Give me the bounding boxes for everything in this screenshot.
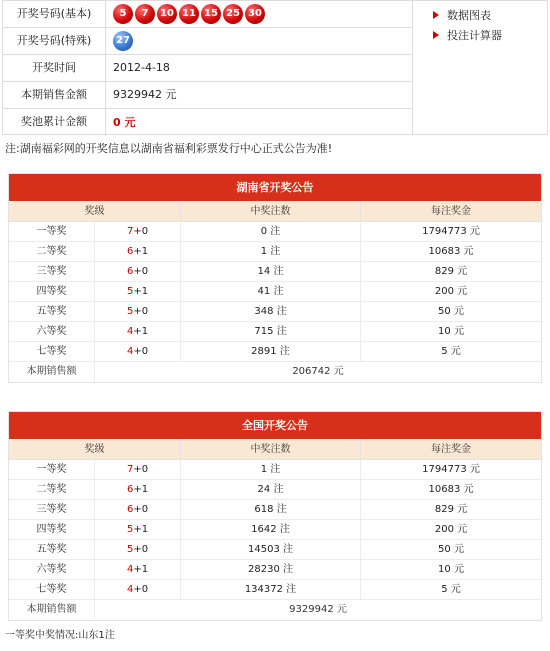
match-special: +0 — [133, 266, 149, 277]
sales-row — [9, 362, 541, 382]
prize-level: 五等奖 — [9, 302, 95, 321]
draw-date-row — [3, 55, 413, 82]
winner-count: 41 注 — [181, 282, 361, 301]
prize-level: 七等奖 — [9, 342, 95, 361]
draw-info-panel — [2, 0, 548, 135]
sales-value: 206742 元 — [292, 366, 344, 377]
match-code — [95, 322, 181, 341]
table-row — [9, 540, 541, 560]
match-code — [95, 222, 181, 241]
match-main: 5 — [126, 306, 134, 317]
match-main: 4 — [126, 564, 134, 575]
match-main: 5 — [126, 286, 134, 297]
table-row — [9, 302, 541, 322]
bet-calculator-link[interactable] — [433, 25, 543, 45]
data-chart-link[interactable] — [433, 5, 543, 25]
prize-amount: 1794773 元 — [422, 226, 480, 237]
basic-ball: 5 — [113, 4, 133, 24]
basic-ball: 10 — [157, 4, 177, 24]
match-code — [95, 540, 181, 559]
table-row — [9, 342, 541, 362]
match-main: 4 — [126, 346, 134, 357]
table-row — [9, 460, 541, 480]
table-header — [9, 439, 541, 460]
bet-calculator-link-label: 投注计算器 — [447, 29, 502, 42]
basic-ball: 11 — [179, 4, 199, 24]
prize-amount: 5 元 — [441, 584, 461, 595]
first-prize-winners-note: 一等奖中奖情况:山东1注 — [5, 630, 115, 641]
header-level: 奖级 — [9, 201, 181, 221]
match-special: +0 — [133, 544, 149, 555]
match-main: 6 — [126, 246, 134, 257]
match-code — [95, 580, 181, 599]
prize-amount: 10683 元 — [428, 484, 474, 495]
winner-count: 1642 注 — [181, 520, 361, 539]
match-main: 7 — [126, 226, 134, 237]
draw-date-label: 开奖时间 — [3, 55, 106, 81]
triangle-right-icon — [433, 31, 439, 39]
match-main: 6 — [126, 504, 134, 515]
basic-ball: 25 — [223, 4, 243, 24]
special-ball: 27 — [113, 31, 133, 51]
table-row — [9, 520, 541, 540]
draw-date-value: 2012-4-18 — [113, 61, 170, 74]
match-special: +0 — [133, 306, 149, 317]
winner-count: 14503 注 — [181, 540, 361, 559]
winner-count: 0 注 — [181, 222, 361, 241]
winner-count: 134372 注 — [181, 580, 361, 599]
data-chart-link-label: 数据图表 — [447, 9, 491, 22]
match-main: 7 — [126, 464, 134, 475]
sales-amount-row — [3, 82, 413, 109]
prize-amount: 10 元 — [438, 326, 464, 337]
match-code — [95, 342, 181, 361]
match-special: +1 — [133, 524, 149, 535]
prize-amount: 10 元 — [438, 564, 464, 575]
basic-numbers-balls — [113, 1, 267, 27]
match-special: +0 — [133, 346, 149, 357]
match-code — [95, 242, 181, 261]
match-main: 4 — [126, 326, 134, 337]
prize-amount: 200 元 — [434, 286, 468, 297]
prize-amount: 5 元 — [441, 346, 461, 357]
basic-numbers-label: 开奖号码(基本) — [3, 1, 106, 27]
match-code — [95, 460, 181, 479]
prize-amount: 200 元 — [434, 524, 468, 535]
prize-level: 一等奖 — [9, 222, 95, 241]
sales-value: 9329942 元 — [289, 604, 347, 615]
match-main: 4 — [126, 584, 134, 595]
match-code — [95, 560, 181, 579]
match-special: +1 — [133, 484, 149, 495]
winner-count: 2891 注 — [181, 342, 361, 361]
match-special: +0 — [133, 464, 149, 475]
notice-text: 注:湖南福彩网的开奖信息以湖南省福利彩票发行中心正式公告为准! — [5, 142, 333, 155]
table-row — [9, 480, 541, 500]
prize-level: 三等奖 — [9, 500, 95, 519]
prize-amount: 50 元 — [438, 544, 464, 555]
prize-level: 五等奖 — [9, 540, 95, 559]
match-special: +1 — [133, 564, 149, 575]
prize-level: 六等奖 — [9, 322, 95, 341]
winner-count: 28230 注 — [181, 560, 361, 579]
table-title: 全国开奖公告 — [9, 412, 541, 439]
prize-amount: 50 元 — [438, 306, 464, 317]
winner-count: 14 注 — [181, 262, 361, 281]
match-code — [95, 520, 181, 539]
sales-label: 本期销售额 — [9, 600, 95, 620]
table-body — [9, 222, 541, 362]
match-code — [95, 262, 181, 281]
sales-label: 本期销售额 — [9, 362, 95, 382]
winner-count: 1 注 — [181, 460, 361, 479]
national-results-table — [8, 411, 542, 621]
table-row — [9, 500, 541, 520]
prize-level: 四等奖 — [9, 282, 95, 301]
prize-amount: 829 元 — [434, 266, 468, 277]
prize-level: 四等奖 — [9, 520, 95, 539]
match-main: 5 — [126, 544, 134, 555]
triangle-right-icon — [433, 11, 439, 19]
table-row — [9, 242, 541, 262]
match-code — [95, 282, 181, 301]
table-row — [9, 580, 541, 600]
basic-ball: 30 — [245, 4, 265, 24]
table-body — [9, 460, 541, 600]
winner-count: 715 注 — [181, 322, 361, 341]
sales-row — [9, 600, 541, 620]
jackpot-pool-value: 0 元 — [113, 115, 136, 129]
jackpot-pool-label: 奖池累计金额 — [3, 109, 106, 136]
table-row — [9, 262, 541, 282]
basic-numbers-row — [3, 1, 413, 28]
winner-count: 618 注 — [181, 500, 361, 519]
match-main: 6 — [126, 266, 134, 277]
jackpot-pool-row — [3, 109, 413, 136]
table-row — [9, 282, 541, 302]
sales-amount-value: 9329942 元 — [113, 88, 177, 101]
header-prize: 每注奖金 — [431, 444, 471, 455]
match-main: 6 — [126, 484, 134, 495]
match-special: +0 — [133, 584, 149, 595]
sales-amount-label: 本期销售金额 — [3, 82, 106, 108]
table-row — [9, 560, 541, 580]
match-special: +1 — [133, 246, 149, 257]
prize-amount: 1794773 元 — [422, 464, 480, 475]
prize-amount: 10683 元 — [428, 246, 474, 257]
prize-level: 二等奖 — [9, 480, 95, 499]
header-prize: 每注奖金 — [431, 206, 471, 217]
header-level: 奖级 — [9, 439, 181, 459]
match-main: 5 — [126, 524, 134, 535]
basic-ball: 7 — [135, 4, 155, 24]
winner-count: 1 注 — [181, 242, 361, 261]
prize-level: 六等奖 — [9, 560, 95, 579]
match-special: +1 — [133, 326, 149, 337]
special-number-balls — [113, 28, 135, 54]
provincial-results-table — [8, 173, 542, 383]
match-special: +0 — [133, 504, 149, 515]
basic-ball: 15 — [201, 4, 221, 24]
table-title: 湖南省开奖公告 — [9, 174, 541, 201]
prize-level: 七等奖 — [9, 580, 95, 599]
winner-count: 24 注 — [181, 480, 361, 499]
match-special: +0 — [133, 226, 149, 237]
prize-level: 一等奖 — [9, 460, 95, 479]
match-code — [95, 480, 181, 499]
prize-level: 三等奖 — [9, 262, 95, 281]
prize-amount: 829 元 — [434, 504, 468, 515]
special-number-label: 开奖号码(特殊) — [3, 28, 106, 54]
table-row — [9, 222, 541, 242]
header-count: 中奖注数 — [181, 201, 361, 221]
match-code — [95, 302, 181, 321]
side-links — [423, 5, 543, 45]
prize-level: 二等奖 — [9, 242, 95, 261]
draw-info-table — [3, 1, 413, 135]
winner-count: 348 注 — [181, 302, 361, 321]
header-count: 中奖注数 — [181, 439, 361, 459]
match-special: +1 — [133, 286, 149, 297]
special-number-row — [3, 28, 413, 55]
match-code — [95, 500, 181, 519]
table-row — [9, 322, 541, 342]
table-header — [9, 201, 541, 222]
